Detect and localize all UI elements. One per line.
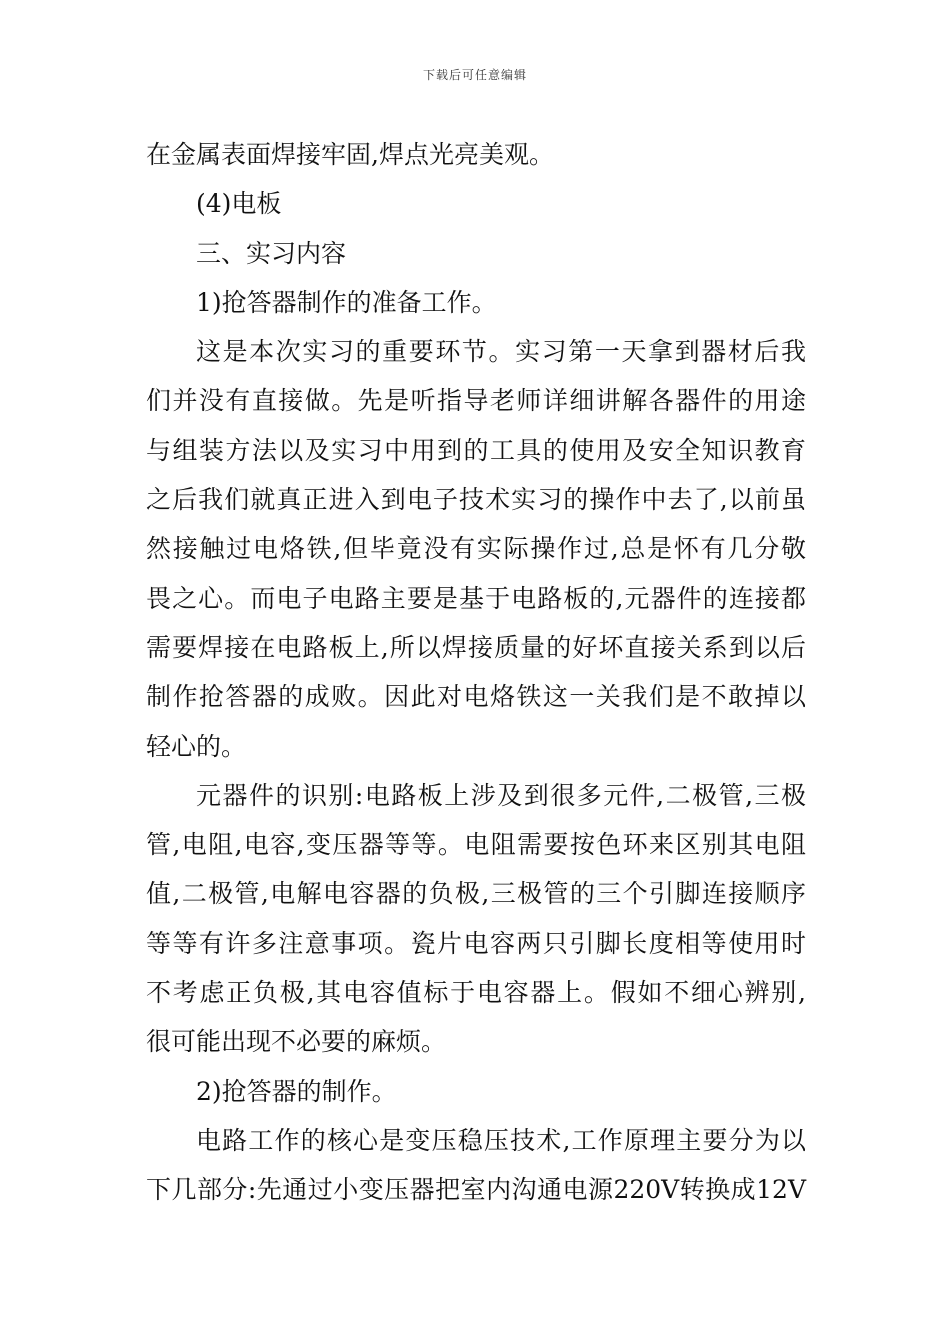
text-line: 之后我们就真正进入到电子技术实习的操作中去了,以前虽 [146, 485, 806, 515]
text-line: 需要焊接在电路板上,所以焊接质量的好坏直接关系到以后 [146, 632, 806, 662]
text-line: 制作抢答器的成败。因此对电烙铁这一关我们是不敢掉以 [146, 682, 806, 712]
text-line: 等等有许多注意事项。瓷片电容两只引脚长度相等使用时 [146, 928, 806, 958]
text-line: 元器件的识别:电路板上涉及到很多元件,二极管,三极 [196, 780, 806, 810]
body-text [146, 130, 806, 1215]
text-line: 下几部分:先通过小变压器把室内沟通电源220V转换成12V [146, 1175, 806, 1205]
page-header: 下载后可任意编辑 [422, 68, 527, 82]
text-line: 很可能出现不必要的麻烦。 [146, 1027, 447, 1057]
text-line: 管,电阻,电容,变压器等等。电阻需要按色环来区别其电阻 [146, 830, 806, 860]
text-line: 这是本次实习的重要环节。实习第一天拿到器材后我 [196, 337, 806, 367]
text-line: 轻心的。 [146, 731, 247, 761]
text-line: 畏之心。而电子电路主要是基于电路板的,元器件的连接都 [146, 583, 806, 613]
text-line: 电路工作的核心是变压稳压技术,工作原理主要分为以 [196, 1125, 806, 1155]
subheading: 2)抢答器的制作。 [196, 1076, 397, 1106]
subheading: (4)电板 [196, 189, 282, 219]
text-line: 不考虑正负极,其电容值标于电容器上。假如不细心辨别, [146, 978, 806, 1008]
text-line: 与组装方法以及实习中用到的工具的使用及安全知识教育 [146, 435, 806, 465]
text-line: 们并没有直接做。先是听指导老师详细讲解各器件的用途 [146, 386, 806, 416]
text-line: 值,二极管,电解电容器的负极,三极管的三个引脚连接顺序 [146, 879, 806, 909]
subheading: 1)抢答器制作的准备工作。 [196, 287, 497, 317]
text-line: 然接触过电烙铁,但毕竟没有实际操作过,总是怀有几分敬 [146, 534, 806, 564]
text-line: 在金属表面焊接牢固,焊点光亮美观。 [146, 140, 554, 169]
section-heading: 三、实习内容 [196, 238, 347, 268]
